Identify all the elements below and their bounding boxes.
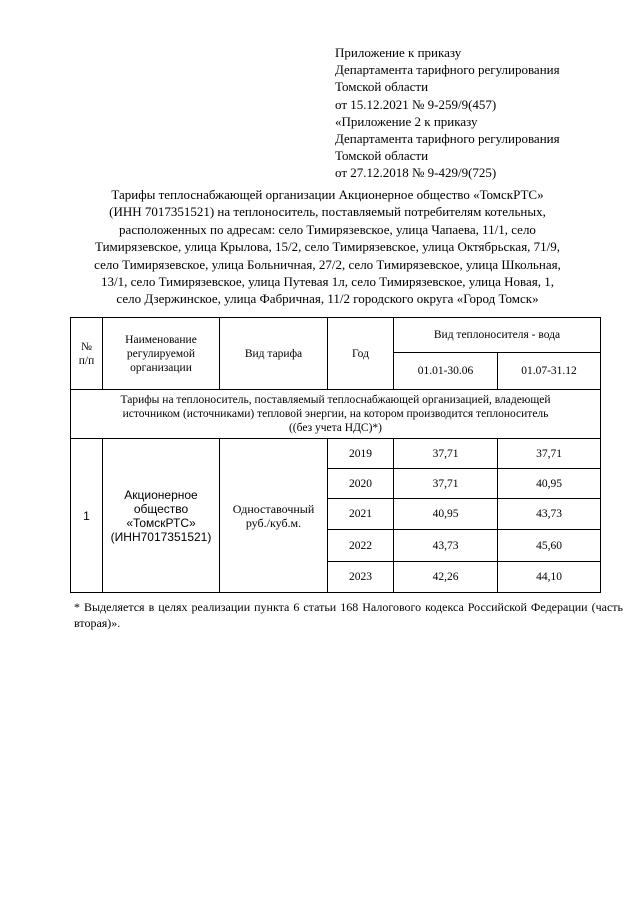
title-line: (ИНН 7017351521) на теплоноситель, поставляемый потребителям котельных,	[109, 204, 546, 220]
header-line: Томской области	[335, 148, 429, 164]
title-line: село Тимирязевское, улица Больничная, 27/2, село Тимирязевское, улица Школьная,	[94, 256, 561, 272]
tariff-value-h1: 43,73	[394, 530, 498, 562]
tariff-type: Одноставочный руб./куб.м.	[220, 439, 328, 593]
title-line: Тарифы теплоснабжающей организации Акционерное общество «ТомскРТС»	[111, 187, 544, 202]
header-tariff-type: Вид тарифа	[220, 318, 328, 390]
tariff-value-h1: 40,95	[394, 499, 498, 530]
tariff-value-h1: 37,71	[394, 439, 498, 469]
row-number: 1	[71, 439, 103, 593]
title-line: 13/1, село Тимирязевское, улица Путевая 1л, село Тимирязевское, улица Новая, 1,	[101, 274, 554, 290]
order-reference	[335, 44, 615, 182]
title-line: Тимирязевское, улица Крылова, 15/2, село Тимирязевское, улица Октябрьская, 71/9,	[94, 239, 561, 255]
header-carrier: Вид теплоносителя - вода	[394, 318, 601, 353]
header-period-2: 01.07-31.12	[498, 353, 601, 390]
header-line: от 15.12.2021 № 9-259/9(457)	[335, 96, 497, 112]
tariff-value-h1: 42,26	[394, 562, 498, 593]
header-year: Год	[328, 318, 394, 390]
title-line: расположенных по адресам: село Тимирязевское, улица Чапаева, 11/1, село	[119, 221, 536, 237]
header-line: Департамента тарифного регулирования	[335, 62, 560, 78]
document-title	[80, 186, 575, 308]
tariff-value-h1: 37,71	[394, 469, 498, 499]
tariff-value-h2: 37,71	[498, 439, 601, 469]
tariff-value-h2: 40,95	[498, 469, 601, 499]
year-cell: 2019	[328, 439, 394, 469]
table-row	[71, 439, 601, 469]
organization-name: Акционерное общество «ТомскРТС» (ИНН7017351521)	[103, 439, 220, 593]
footnote: * Выделяется в целях реализации пункта 6 статьи 168 Налогового кодекса Российской Федерации (часть вторая)».	[74, 600, 623, 630]
header-line: «Приложение 2 к приказу	[335, 113, 478, 129]
year-cell: 2023	[328, 562, 394, 593]
header-line: Департамента тарифного регулирования	[335, 131, 560, 147]
header-line: Томской области	[335, 79, 429, 95]
tariff-table	[70, 317, 601, 593]
year-cell: 2022	[328, 530, 394, 562]
section-heading: Тарифы на теплоноситель, поставляемый теплоснабжающей организацией, владеющей источником (источниками) тепловой энергии, на котором производится теплоноситель ((без учета НДС)*)	[71, 390, 601, 439]
header-line: Приложение к приказу	[335, 45, 462, 60]
year-cell: 2021	[328, 499, 394, 530]
tariff-value-h2: 43,73	[498, 499, 601, 530]
header-period-1: 01.01-30.06	[394, 353, 498, 390]
header-organization: Наименование регулируемой организации	[103, 318, 220, 390]
title-line: село Дзержинское, улица Фабричная, 11/2 городского округа «Город Томск»	[116, 291, 539, 307]
tariff-value-h2: 44,10	[498, 562, 601, 593]
header-line: от 27.12.2018 № 9-429/9(725)	[335, 165, 497, 181]
header-num: № п/п	[71, 318, 103, 390]
year-cell: 2020	[328, 469, 394, 499]
tariff-value-h2: 45,60	[498, 530, 601, 562]
